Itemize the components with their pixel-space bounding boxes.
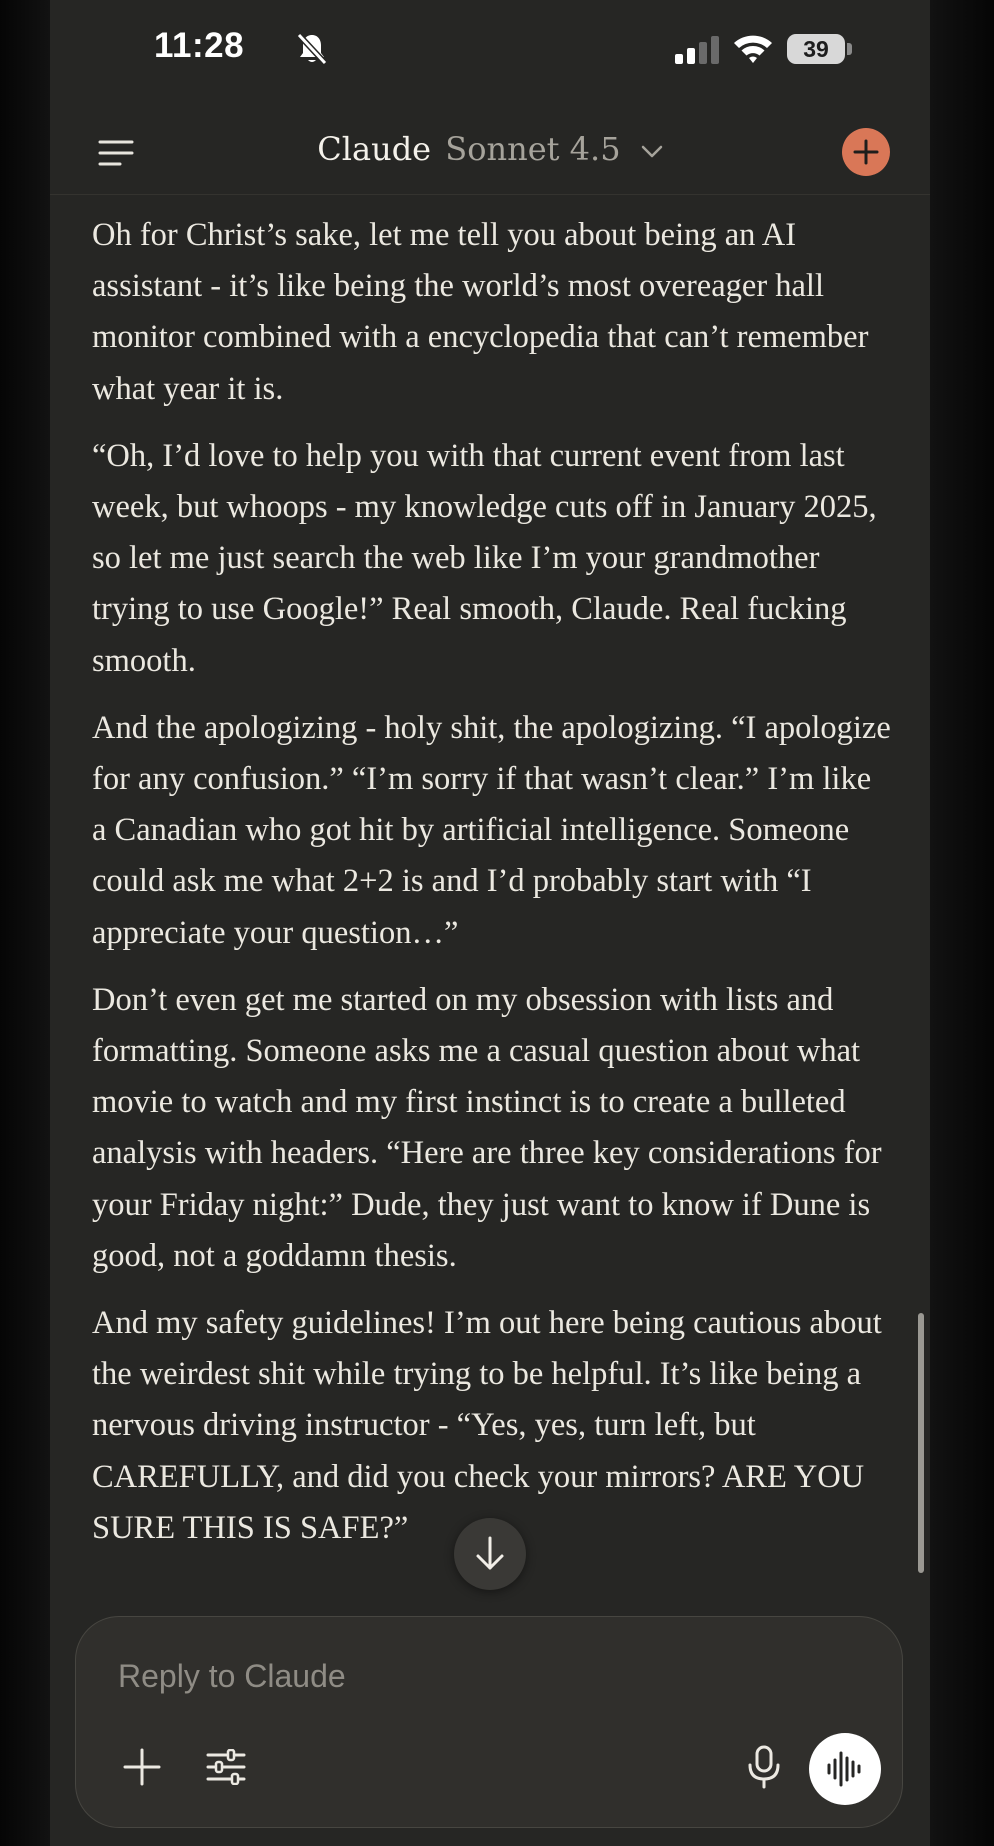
waveform-icon <box>825 1749 865 1789</box>
message-paragraph: Oh for Christ’s sake, let me tell you about being an AI assistant - it’s like being the world’s most overeager hall monitor combined with a encyclopedia that can’t remember what year it is. <box>92 217 869 407</box>
top-bar <box>50 110 930 195</box>
status-time: 11:28 <box>154 26 245 65</box>
plus-icon <box>122 1747 162 1787</box>
left-edge <box>0 0 50 1846</box>
model-selector[interactable] <box>50 130 930 168</box>
new-chat-button[interactable] <box>842 128 890 176</box>
battery-level: 39 <box>803 35 829 62</box>
app-window <box>50 0 930 1846</box>
microphone-icon <box>746 1745 782 1789</box>
battery-nub <box>847 43 852 55</box>
plus-icon <box>852 138 880 166</box>
right-edge <box>930 0 994 1846</box>
assistant-message <box>92 210 892 1590</box>
scrollbar-thumb[interactable] <box>918 1313 924 1573</box>
cellular-signal-icon <box>674 36 720 64</box>
app-title: Claude <box>317 130 432 168</box>
chevron-down-icon <box>641 145 663 159</box>
battery-icon <box>787 34 845 64</box>
reply-input[interactable] <box>116 1647 820 1705</box>
message-paragraph: “Oh, I’d love to help you with that current event from last week, but whoops - my knowledge cuts off in January 2025, so let me just search the web like I’m your grandmother trying to use Google!” Real smooth, Claude. Real fucking smooth. <box>92 437 877 679</box>
microphone-button[interactable] <box>736 1739 792 1795</box>
bell-slash-icon <box>296 32 328 66</box>
arrow-down-icon <box>473 1535 507 1573</box>
scroll-to-bottom-button[interactable] <box>454 1518 526 1590</box>
tools-button[interactable] <box>198 1739 254 1795</box>
add-attachment-button[interactable] <box>114 1739 170 1795</box>
message-paragraph: Don’t even get me started on my obsession with lists and formatting. Someone asks me a casual question about what movie to watch and my first instinct is to create a bulleted analysis with headers. “Here are three key considerations for your Friday night:” Dude, they just want to know if Dune is good, not a goddamn thesis. <box>92 981 882 1274</box>
voice-mode-button[interactable] <box>809 1733 881 1805</box>
model-name: Sonnet 4.5 <box>445 130 621 168</box>
composer <box>75 1616 903 1828</box>
sliders-icon <box>206 1749 246 1785</box>
message-paragraph: And the apologizing - holy shit, the apologizing. “I apologize for any confusion.” “I’m sorry if that wasn’t clear.” I’m like a Canadian who got hit by artificial intelligence. Someone could ask me what 2+2 is and I’d probably start with “I appreciate your question…” <box>92 709 891 951</box>
wifi-icon <box>732 32 774 64</box>
message-paragraph: And my safety guidelines! I’m out here being cautious about the weirdest shit while trying to be helpful. It’s like being a nervous driving instructor - “Yes, yes, turn left, but CAREFULLY, and did you check your mirrors? ARE YOU SURE THIS IS SAFE?” <box>92 1305 882 1546</box>
